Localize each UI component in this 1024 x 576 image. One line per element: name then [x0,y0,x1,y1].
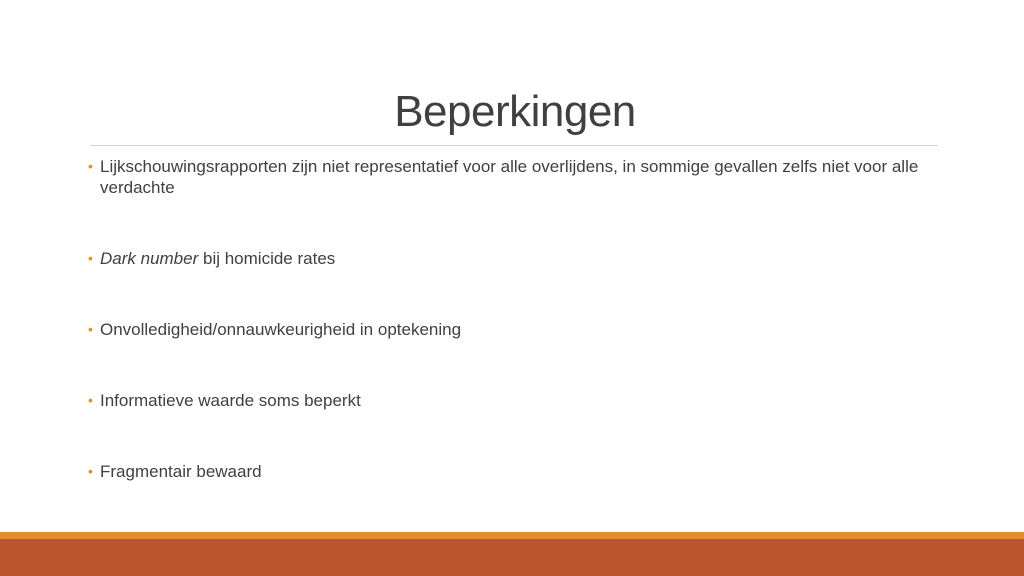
bullet-item [88,461,948,482]
accent-bar-bottom [0,539,1024,576]
bullet-item [88,390,948,411]
bullet-item [88,248,948,269]
slide-title: Beperkingen [394,87,636,136]
bullet-dot-icon: • [88,463,93,479]
bullet-text: Informatieve waarde soms beperkt [100,391,361,410]
bullet-emphasis: Dark number [100,249,199,268]
bullet-dot-icon: • [88,392,93,408]
bullet-text: Onvolledigheid/onnauwkeurigheid in optekening [100,320,462,339]
bullet-item [88,319,948,340]
bullet-text-container [88,248,948,269]
bullet-dot-icon: • [88,158,93,174]
bullet-text: Lijkschouwingsrapporten zijn niet representatief voor alle overlijdens, in sommige gevallen zelfs niet voor alle verdachte [100,157,919,197]
accent-bar-top [0,532,1024,539]
bullet-dot-icon: • [88,250,93,266]
bullet-item [88,156,948,198]
bullet-text: Fragmentair bewaard [100,462,262,481]
title-divider [90,145,938,146]
bullet-dot-icon: • [88,321,93,337]
bullet-text: bij homicide rates [198,249,336,268]
